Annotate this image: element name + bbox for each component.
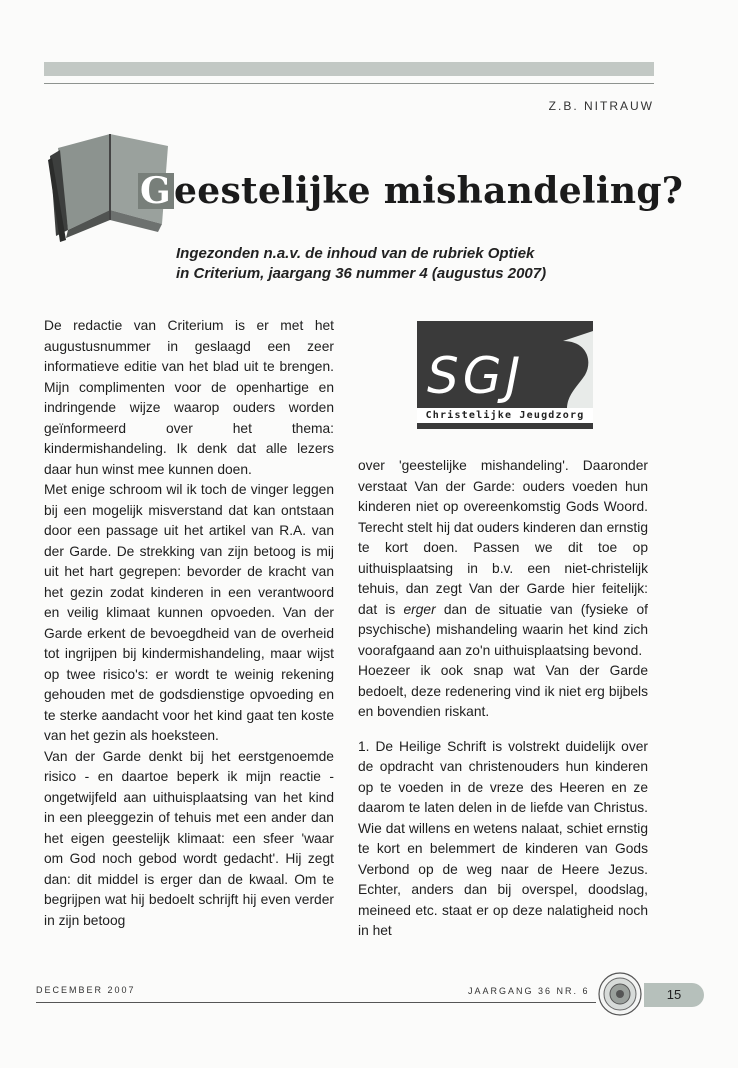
article-subtitle xyxy=(176,244,626,284)
paragraph xyxy=(358,456,648,661)
body-column-left xyxy=(44,316,334,931)
paragraph-spacer xyxy=(358,723,648,737)
body-column-right xyxy=(358,456,648,942)
footer-date: DECEMBER 2007 xyxy=(36,985,136,995)
emphasis: erger xyxy=(403,601,436,617)
sgj-logo xyxy=(417,321,593,429)
logo-letters: SGJ xyxy=(427,347,525,405)
header-rule xyxy=(44,83,654,84)
logo-caption: Christelijke Jeugdzorg xyxy=(417,408,593,423)
seal-emblem-icon xyxy=(598,972,642,1016)
subtitle-line: Ingezonden n.a.v. de inhoud van de rubriek Optiek xyxy=(176,245,535,262)
article-title xyxy=(138,170,683,212)
title-initial: G xyxy=(138,173,174,209)
header-bar xyxy=(44,62,654,76)
paragraph: Hoezeer ik ook snap wat Van der Garde bedoelt, deze redenering vind ik niet erg bijbels en bovendien riskant. xyxy=(358,663,648,719)
paragraph: Van der Garde denkt bij het eerstgenoemde risico - en daartoe beperk ik mijn reactie - ongetwijfeld aan uithuisplaatsing van het kind in een pleeggezin of tehuis met een ander dan het eigen geestelijk klimaat: een sfeer 'waar om God noch gebod wordt gedacht'. Hij zegt dan: dit middel is erger dan de kwaal. Om te begrijpen wat hij bedoelt schrijft hij even verder in zijn betoog xyxy=(44,748,334,928)
paragraph-text: dan de situatie van (fysieke of psychische) mishandeling waarin het kind zich voorafgaand aan zo'n uithuisplaatsing bevond. xyxy=(358,601,648,658)
paragraph-text: over 'geestelijke mishandeling'. Daaronder verstaat Van der Garde: ouders voeden hun kinderen niet op overeenkomstig Gods Woord. Terecht stelt hij dat ouders kinderen dan ernstig te kort doen. Passen we dit toe op uithuisplaatsing in b.v. een niet-christelijk tehuis, dan zegt Van der Garde hier feitelijk: dat is xyxy=(358,458,648,617)
paragraph: Met enige schroom wil ik toch de vinger leggen bij een mogelijk misverstand dat kan ontstaan door een passage uit het artikel van R.A. van der Garde. De strekking van zijn betoog is mij uit het hart gegrepen: bevorder de kracht van het gezin zodat kinderen in een verantwoord en veilig klimaat kunnen opvoeden. Van der Garde erkent de bevoegdheid van de overheid tot ingrijpen bij kindermishandeling, maar wijst op twee risico's: er wordt te weinig rekening gehouden met de godsdienstige opvoeding en te sterke aandacht voor het kind gaat ten koste van het gezin als hoeksteen. xyxy=(44,482,334,743)
subtitle-line: in Criterium, jaargang 36 nummer 4 (augustus 2007) xyxy=(176,265,547,282)
footer-issue: JAARGANG 36 NR. 6 xyxy=(468,986,590,996)
paragraph: 1. De Heilige Schrift is volstrekt duidelijk over de opdracht van christenouders hun kinderen op te voeden in de vreze des Heeren en ze daarom te laten delen in de liefde van Christus. Wie dat willens en wetens nalaat, schiet ernstig te kort en belemmert de kinderen van Gods Verbond op de weg naar de Heere Jezus. Echter, anders dan bij overspel, doodslag, meineed etc. staat er op deze nalatigheid noch in het xyxy=(358,738,648,938)
paragraph: De redactie van Criterium is er met het augustusnummer in geslaagd een zeer informatieve editie van het blad uit te brengen. Mijn complimenten voor de openhartige en indringende wijze waarop ouders worden geïnformeerd over het thema: kindermishandeling. Ik denk dat alle lezers daar hun winst mee kunnen doen. xyxy=(44,318,334,477)
page-number: 15 xyxy=(644,983,704,1007)
author-name: Z.B. NITRAUW xyxy=(548,99,654,113)
title-text: eestelijke mishandeling? xyxy=(174,170,684,212)
footer-rule xyxy=(36,1002,596,1003)
